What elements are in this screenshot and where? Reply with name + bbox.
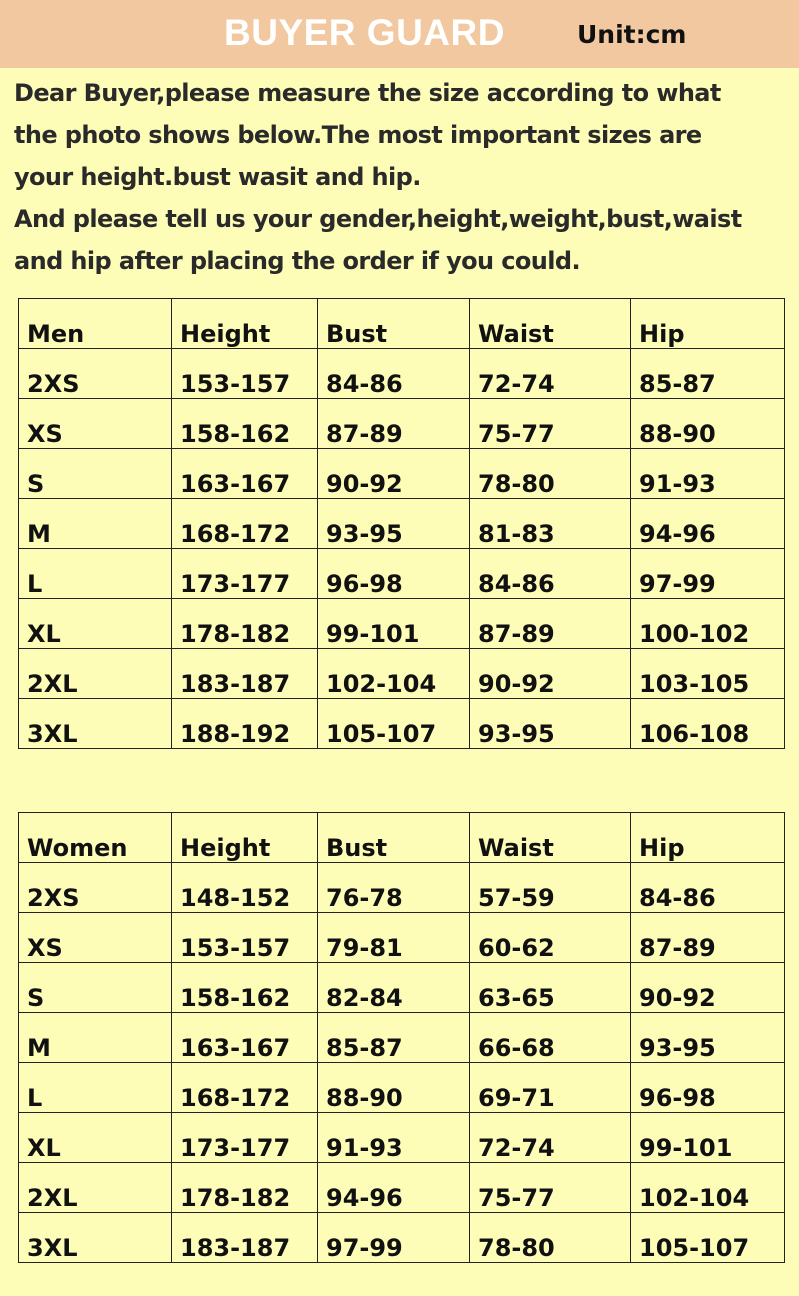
measurement-cell: 96-98 [318,549,470,599]
table-row [19,649,785,699]
women-table-body [19,813,785,1263]
measurement-cell: 75-77 [470,399,631,449]
measurement-cell: 163-167 [172,449,318,499]
measurement-cell: 99-101 [631,1113,785,1163]
table-row [19,449,785,499]
measurement-cell: 87-89 [631,913,785,963]
column-header: Height [172,813,318,863]
measurement-cell: 168-172 [172,1063,318,1113]
measurement-cell: 82-84 [318,963,470,1013]
measurement-cell: 97-99 [318,1213,470,1263]
measurement-cell: 103-105 [631,649,785,699]
measurement-cell: 153-157 [172,349,318,399]
size-cell: XL [19,599,172,649]
measurement-cell: 158-162 [172,399,318,449]
measurement-cell: 75-77 [470,1163,631,1213]
size-cell: M [19,1013,172,1063]
table-row [19,863,785,913]
measurement-cell: 76-78 [318,863,470,913]
table-row [19,549,785,599]
size-cell: L [19,1063,172,1113]
table-row [19,399,785,449]
notice-line: Dear Buyer,please measure the size according to what [14,79,721,107]
measurement-cell: 153-157 [172,913,318,963]
measurement-cell: 93-95 [470,699,631,749]
measurement-cell: 91-93 [318,1113,470,1163]
measurement-cell: 63-65 [470,963,631,1013]
column-header: Bust [318,299,470,349]
column-header: Height [172,299,318,349]
page-title: BUYER GUARD [224,12,505,53]
measurement-cell: 91-93 [631,449,785,499]
measurement-cell: 72-74 [470,1113,631,1163]
measurement-cell: 87-89 [470,599,631,649]
measurement-cell: 158-162 [172,963,318,1013]
table-row [19,1163,785,1213]
measurement-cell: 188-192 [172,699,318,749]
size-cell: 2XL [19,1163,172,1213]
men-size-table [18,298,785,749]
table-row [19,963,785,1013]
size-cell: S [19,963,172,1013]
table-row [19,1063,785,1113]
measurement-cell: 105-107 [631,1213,785,1263]
measurement-cell: 183-187 [172,649,318,699]
measurement-cell: 163-167 [172,1013,318,1063]
table-row [19,1013,785,1063]
measurement-cell: 57-59 [470,863,631,913]
measurement-cell: 66-68 [470,1013,631,1063]
size-cell: XL [19,1113,172,1163]
table-row [19,599,785,649]
column-header: Waist [470,299,631,349]
measurement-cell: 90-92 [631,963,785,1013]
measurement-cell: 79-81 [318,913,470,963]
women-header-row [19,813,785,863]
notice-line: the photo shows below.The most important sizes are [14,121,702,149]
size-cell: 2XS [19,863,172,913]
column-header: Bust [318,813,470,863]
size-cell: 2XL [19,649,172,699]
measurement-cell: 94-96 [631,499,785,549]
size-cell: 3XL [19,1213,172,1263]
measurement-cell: 96-98 [631,1063,785,1113]
measurement-cell: 100-102 [631,599,785,649]
measurement-cell: 85-87 [631,349,785,399]
size-cell: S [19,449,172,499]
measurement-cell: 183-187 [172,1213,318,1263]
column-header: Women [19,813,172,863]
column-header: Waist [470,813,631,863]
notice-line: your height.bust wasit and hip. [14,163,421,191]
size-cell: 2XS [19,349,172,399]
table-row [19,349,785,399]
unit-label: Unit:cm [577,20,687,49]
measurement-cell: 87-89 [318,399,470,449]
men-header-row [19,299,785,349]
size-cell: L [19,549,172,599]
measurement-cell: 168-172 [172,499,318,549]
measurement-cell: 78-80 [470,449,631,499]
table-row [19,699,785,749]
measurement-cell: 93-95 [631,1013,785,1063]
measurement-cell: 81-83 [470,499,631,549]
table-row [19,913,785,963]
header-banner [0,0,799,68]
measurement-cell: 93-95 [318,499,470,549]
measurement-cell: 106-108 [631,699,785,749]
measurement-cell: 90-92 [318,449,470,499]
table-row [19,1213,785,1263]
column-header: Hip [631,813,785,863]
measurement-cell: 88-90 [631,399,785,449]
measurement-cell: 178-182 [172,1163,318,1213]
measurement-cell: 99-101 [318,599,470,649]
measurement-cell: 60-62 [470,913,631,963]
measurement-cell: 90-92 [470,649,631,699]
measurement-cell: 84-86 [470,549,631,599]
column-header: Men [19,299,172,349]
measurement-cell: 102-104 [631,1163,785,1213]
measurement-cell: 72-74 [470,349,631,399]
size-cell: XS [19,913,172,963]
measurement-cell: 178-182 [172,599,318,649]
measurement-cell: 84-86 [631,863,785,913]
measurement-cell: 173-177 [172,1113,318,1163]
measurement-cell: 88-90 [318,1063,470,1113]
column-header: Hip [631,299,785,349]
notice-line: and hip after placing the order if you could. [14,247,581,275]
women-size-table [18,812,785,1263]
size-cell: M [19,499,172,549]
measurement-cell: 105-107 [318,699,470,749]
size-cell: 3XL [19,699,172,749]
men-table-body [19,299,785,749]
buyer-notice [14,72,799,282]
measurement-cell: 84-86 [318,349,470,399]
measurement-cell: 102-104 [318,649,470,699]
measurement-cell: 78-80 [470,1213,631,1263]
notice-line: And please tell us your gender,height,weight,bust,waist [14,205,742,233]
measurement-cell: 94-96 [318,1163,470,1213]
size-cell: XS [19,399,172,449]
measurement-cell: 85-87 [318,1013,470,1063]
table-row [19,499,785,549]
measurement-cell: 148-152 [172,863,318,913]
table-row [19,1113,785,1163]
measurement-cell: 97-99 [631,549,785,599]
measurement-cell: 69-71 [470,1063,631,1113]
measurement-cell: 173-177 [172,549,318,599]
